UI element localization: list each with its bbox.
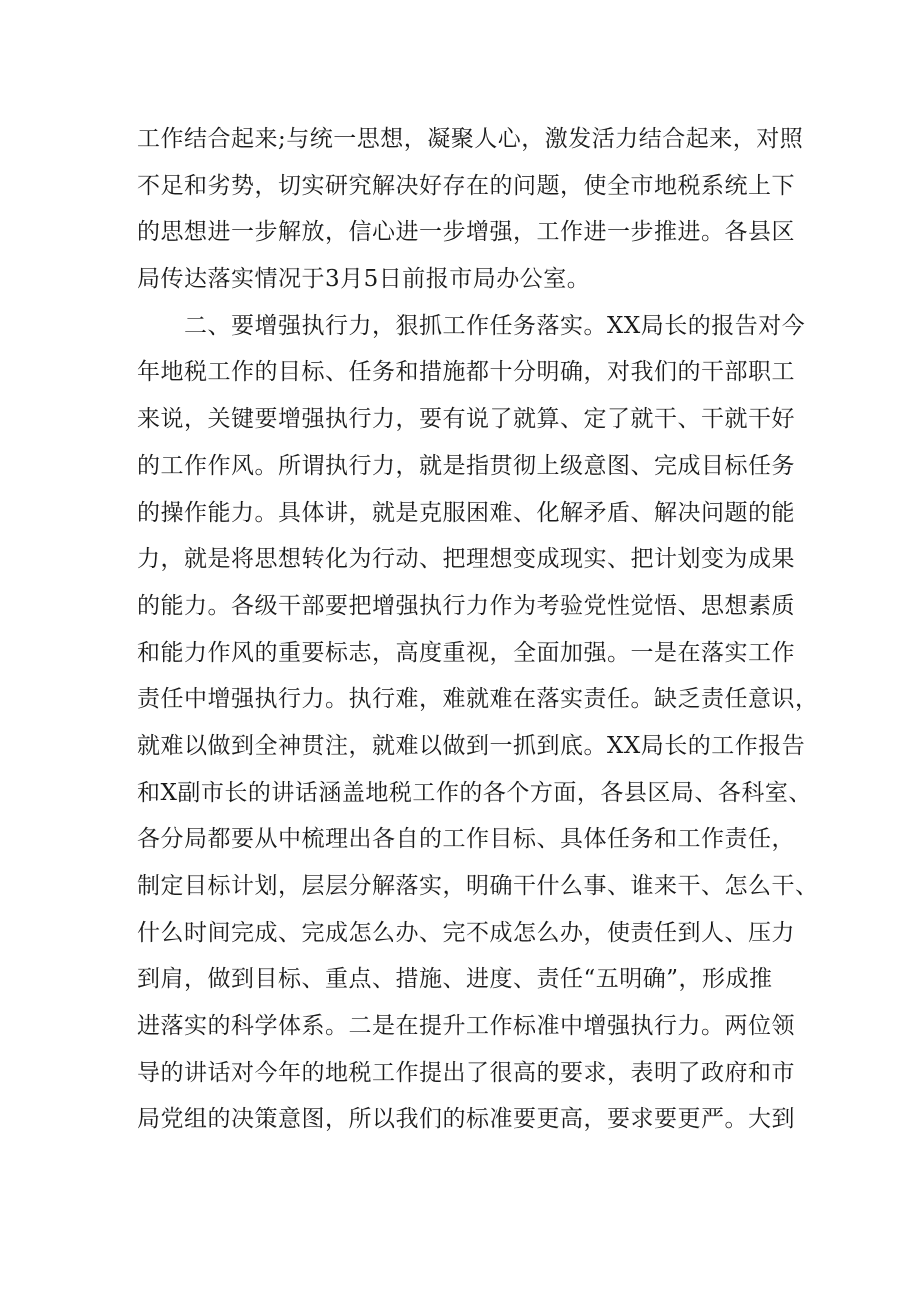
text-line: 责任中增强执行力。执行难，难就难在落实责任。缺乏责任意识， [137,686,819,713]
text-line: 制定目标计划，层层分解落实，明确干什么事、谁来干、怎么干、 [137,873,819,899]
text-line: 什么时间完成、完成怎么办、完不成怎么办，使责任到人、压力 [137,919,795,946]
text-line: 力，就是将思想转化为行动、把理想变成现实、把计划变为成果 [137,546,795,573]
text-line: 进落实的科学体系。二是在提升工作标准中增强执行力。两位领 [137,1013,795,1040]
text-line: 和能力作风的重要标志，高度重视，全面加强。一是在落实工作 [137,639,795,666]
text-line: 就难以做到全神贯注，就难以做到一抓到底。XX局长的工作报告 [137,732,806,759]
text-line: 的能力。各级干部要把增强执行力作为考验党性觉悟、思想素质 [137,592,795,619]
text-line: 局传达落实情况于3月5日前报市局办公室。 [137,266,591,293]
paragraph-heading-line: 二、要增强执行力，狠抓工作任务落实。XX局长的报告对今 [184,312,806,339]
text-line: 来说，关键要增强执行力，要有说了就算、定了就干、干就干好 [137,406,795,433]
text-line: 的工作作风。所谓执行力，就是指贯彻上级意图、完成目标任务 [137,452,795,479]
text-line: 不足和劣势，切实研究解决好存在的问题，使全市地税系统上下 [137,172,795,199]
text-line: 的操作能力。具体讲，就是克服困难、化解矛盾、解决问题的能 [137,499,795,526]
text-line: 的思想进一步解放，信心进一步增强，工作进一步推进。各县区 [137,219,795,246]
text-line: 年地税工作的目标、任务和措施都十分明确，对我们的干部职工 [137,359,795,386]
text-line: 导的讲话对今年的地税工作提出了很高的要求，表明了政府和市 [137,1059,795,1086]
text-line: 局党组的决策意图，所以我们的标准要更高，要求要更严。大到 [137,1106,795,1133]
text-line: 工作结合起来;与统一思想，凝聚人心，激发活力结合起来，对照 [137,126,804,152]
text-line: 各分局都要从中梳理出各自的工作目标、具体任务和工作责任， [137,826,795,853]
text-line: 和X副市长的讲话涵盖地税工作的各个方面，各县区局、各科室、 [137,779,812,806]
document-body [137,116,819,1143]
text-line: 到肩，做到目标、重点、措施、进度、责任“五明确”，形成推 [137,966,773,993]
